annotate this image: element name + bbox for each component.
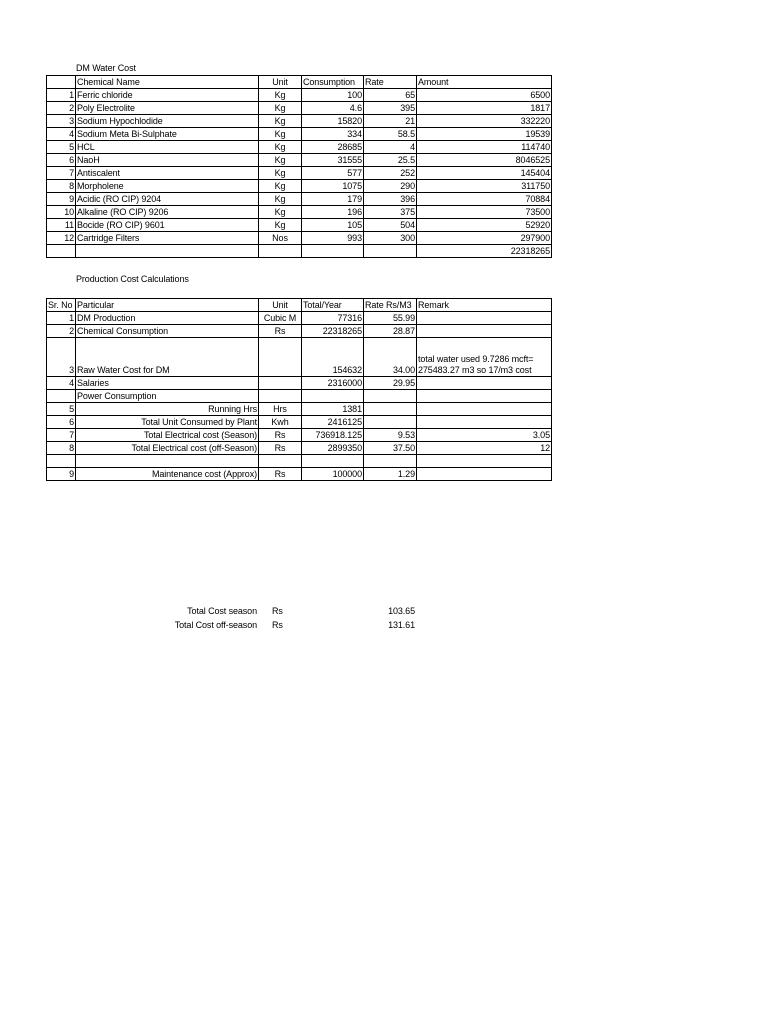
table-row: [47, 206, 552, 219]
dm-water-cost-title: DM Water Cost: [76, 63, 136, 73]
table-cell: 8046525: [417, 154, 552, 167]
table-cell: 311750: [417, 180, 552, 193]
table-cell: Bocide (RO CIP) 9601: [76, 219, 259, 232]
table-cell: 577: [302, 167, 364, 180]
table-cell: 8: [47, 442, 76, 455]
table-cell: [302, 245, 364, 258]
table-cell: Kg: [259, 141, 302, 154]
table-cell: Alkaline (RO CIP) 9206: [76, 206, 259, 219]
table-cell: 77316: [302, 312, 364, 325]
table-row: [47, 193, 552, 206]
table-cell: 9: [47, 468, 76, 481]
table-cell: 37.50: [364, 442, 417, 455]
table-cell: 1381: [302, 403, 364, 416]
table-cell: Kg: [259, 193, 302, 206]
table-cell: 52920: [417, 219, 552, 232]
table-cell: Total Unit Consumed by Plant: [76, 416, 259, 429]
table-cell: 5: [47, 141, 76, 154]
table-cell: 9.53: [364, 429, 417, 442]
table-cell: Kg: [259, 206, 302, 219]
table-cell: 1075: [302, 180, 364, 193]
table-cell: Power Consumption: [76, 390, 259, 403]
table-cell: [417, 403, 552, 416]
table-cell: [364, 403, 417, 416]
table-cell: Raw Water Cost for DM: [76, 338, 259, 377]
table-cell: 19539: [417, 128, 552, 141]
column-header: Chemical Name: [76, 76, 259, 89]
table-cell: 58.5: [364, 128, 417, 141]
table-cell: Kg: [259, 128, 302, 141]
table-row: [47, 232, 552, 245]
table-cell: 21: [364, 115, 417, 128]
table-cell: 15820: [302, 115, 364, 128]
table-cell: 4: [47, 377, 76, 390]
column-header: Consumption: [302, 76, 364, 89]
table-cell: 55.99: [364, 312, 417, 325]
table-cell: Rs: [259, 468, 302, 481]
table-cell: [417, 416, 552, 429]
table-row: [47, 455, 552, 468]
table-cell: 154632: [302, 338, 364, 377]
table-cell: [302, 390, 364, 403]
table-row: [47, 141, 552, 154]
table-cell: 332220: [417, 115, 552, 128]
column-header: Amount: [417, 76, 552, 89]
table-cell: Sodium Hypochlodide: [76, 115, 259, 128]
table-cell: Acidic (RO CIP) 9204: [76, 193, 259, 206]
table-cell: [259, 338, 302, 377]
production-cost-title: Production Cost Calculations: [76, 274, 189, 284]
table-cell: Cubic M: [259, 312, 302, 325]
table-row: [47, 102, 552, 115]
table-cell: 3: [47, 338, 76, 377]
table-row: [47, 245, 552, 258]
table-cell: 2: [47, 325, 76, 338]
table-header-row: [47, 76, 552, 89]
table-cell: Kg: [259, 219, 302, 232]
table-cell: Kg: [259, 115, 302, 128]
table-cell: 22318265: [302, 325, 364, 338]
table-cell: 12: [47, 232, 76, 245]
total-cost-season-unit: Rs: [272, 606, 283, 616]
table-cell: [364, 245, 417, 258]
column-header: Remark: [417, 299, 552, 312]
table-row: [47, 115, 552, 128]
table-cell: Kg: [259, 154, 302, 167]
table-cell: 196: [302, 206, 364, 219]
table-cell: total water used 9.7286 mcft= 275483.27 m3 so 17/m3 cost: [417, 338, 552, 377]
table-cell: 3.05: [417, 429, 552, 442]
table-cell: Kg: [259, 102, 302, 115]
table-cell: Poly Electrolite: [76, 102, 259, 115]
total-cost-season-label: Total Cost season: [187, 606, 257, 616]
table-cell: 4.6: [302, 102, 364, 115]
table-cell: 2316000: [302, 377, 364, 390]
table-cell: 1: [47, 312, 76, 325]
table-cell: 4: [364, 141, 417, 154]
table-cell: 34.00: [364, 338, 417, 377]
table-cell: Salaries: [76, 377, 259, 390]
table-cell: [417, 325, 552, 338]
column-header: Total/Year: [302, 299, 364, 312]
table-cell: [302, 455, 364, 468]
table-cell: 395: [364, 102, 417, 115]
table-row: [47, 312, 552, 325]
table-cell: Hrs: [259, 403, 302, 416]
total-cost-off-season-label: Total Cost off-season: [174, 620, 257, 630]
table-cell: 65: [364, 89, 417, 102]
table-cell: Rs: [259, 442, 302, 455]
table-row: [47, 128, 552, 141]
table-row: [47, 390, 552, 403]
table-cell: Running Hrs: [76, 403, 259, 416]
table-cell: Cartridge Filters: [76, 232, 259, 245]
table-cell: 28.87: [364, 325, 417, 338]
table-cell: 9: [47, 193, 76, 206]
table-row: [47, 154, 552, 167]
total-cost-season-value: 103.65: [388, 606, 415, 616]
table-cell: Kwh: [259, 416, 302, 429]
table-row: [47, 180, 552, 193]
table-cell: 28685: [302, 141, 364, 154]
table-cell: Maintenance cost (Approx): [76, 468, 259, 481]
column-header: Unit: [259, 76, 302, 89]
table-cell: 334: [302, 128, 364, 141]
total-cost-off-season-unit: Rs: [272, 620, 283, 630]
table-cell: 375: [364, 206, 417, 219]
table-row: [47, 442, 552, 455]
table-cell: 25.5: [364, 154, 417, 167]
table-cell: Chemical Consumption: [76, 325, 259, 338]
table-row: [47, 416, 552, 429]
table-cell: [417, 377, 552, 390]
table-cell: [417, 390, 552, 403]
table-row: [47, 89, 552, 102]
table-cell: Kg: [259, 167, 302, 180]
table-cell: [47, 455, 76, 468]
column-header: Particular: [76, 299, 259, 312]
table-cell: 100000: [302, 468, 364, 481]
table-cell: Total Electrical cost (off-Season): [76, 442, 259, 455]
table-cell: 993: [302, 232, 364, 245]
table-cell: Kg: [259, 180, 302, 193]
column-header: [47, 76, 76, 89]
table-cell: 2899350: [302, 442, 364, 455]
table-cell: Nos: [259, 232, 302, 245]
table-cell: Morpholene: [76, 180, 259, 193]
table-cell: 70884: [417, 193, 552, 206]
table-cell: 11: [47, 219, 76, 232]
table-cell: Antiscalent: [76, 167, 259, 180]
table-cell: [259, 377, 302, 390]
table-cell: HCL: [76, 141, 259, 154]
table-row: [47, 377, 552, 390]
table-cell: 29.95: [364, 377, 417, 390]
table-cell: 105: [302, 219, 364, 232]
column-header: Rate Rs/M3: [364, 299, 417, 312]
table-cell: 6500: [417, 89, 552, 102]
table-cell: [76, 455, 259, 468]
table-cell: 7: [47, 429, 76, 442]
table-cell: 100: [302, 89, 364, 102]
table-cell: 6: [47, 154, 76, 167]
table-cell: 1.29: [364, 468, 417, 481]
column-header: Rate: [364, 76, 417, 89]
table-row: [47, 403, 552, 416]
table-row: [47, 219, 552, 232]
table-cell: DM Production: [76, 312, 259, 325]
table-cell: [47, 245, 76, 258]
table-cell: 10: [47, 206, 76, 219]
table-cell: [259, 455, 302, 468]
table-cell: 6: [47, 416, 76, 429]
table-header-row: [47, 299, 552, 312]
table-cell: 297900: [417, 232, 552, 245]
table-cell: [259, 390, 302, 403]
table-cell: [364, 416, 417, 429]
table-cell: 12: [417, 442, 552, 455]
table-cell: [417, 468, 552, 481]
table-cell: [47, 390, 76, 403]
table-cell: 1817: [417, 102, 552, 115]
table-cell: [364, 455, 417, 468]
table-row: [47, 325, 552, 338]
table-cell: 22318265: [417, 245, 552, 258]
table-cell: [259, 245, 302, 258]
table-row: [47, 429, 552, 442]
table-cell: 114740: [417, 141, 552, 154]
table-cell: 2416125: [302, 416, 364, 429]
table-cell: 145404: [417, 167, 552, 180]
table-cell: Kg: [259, 89, 302, 102]
table-cell: 1: [47, 89, 76, 102]
table-cell: Sodium Meta Bi-Sulphate: [76, 128, 259, 141]
table-cell: 8: [47, 180, 76, 193]
table-cell: 3: [47, 115, 76, 128]
table-cell: 2: [47, 102, 76, 115]
table-cell: Ferric chloride: [76, 89, 259, 102]
column-header: Unit: [259, 299, 302, 312]
table-cell: 179: [302, 193, 364, 206]
column-header: Sr. No: [47, 299, 76, 312]
table-cell: 7: [47, 167, 76, 180]
table-cell: 504: [364, 219, 417, 232]
table-cell: Rs: [259, 325, 302, 338]
production-cost-table: [46, 298, 552, 481]
table-cell: 4: [47, 128, 76, 141]
table-row: [47, 167, 552, 180]
table-cell: 73500: [417, 206, 552, 219]
table-row: [47, 338, 552, 377]
table-cell: [364, 390, 417, 403]
table-cell: Total Electrical cost (Season): [76, 429, 259, 442]
table-cell: 290: [364, 180, 417, 193]
table-cell: 5: [47, 403, 76, 416]
table-cell: 396: [364, 193, 417, 206]
total-cost-off-season-value: 131.61: [388, 620, 415, 630]
table-cell: NaoH: [76, 154, 259, 167]
table-cell: 300: [364, 232, 417, 245]
table-cell: 736918.125: [302, 429, 364, 442]
table-cell: 252: [364, 167, 417, 180]
table-cell: 31555: [302, 154, 364, 167]
table-cell: [417, 312, 552, 325]
table-cell: [417, 455, 552, 468]
dm-water-cost-table: [46, 75, 552, 258]
table-cell: Rs: [259, 429, 302, 442]
table-cell: [76, 245, 259, 258]
table-row: [47, 468, 552, 481]
